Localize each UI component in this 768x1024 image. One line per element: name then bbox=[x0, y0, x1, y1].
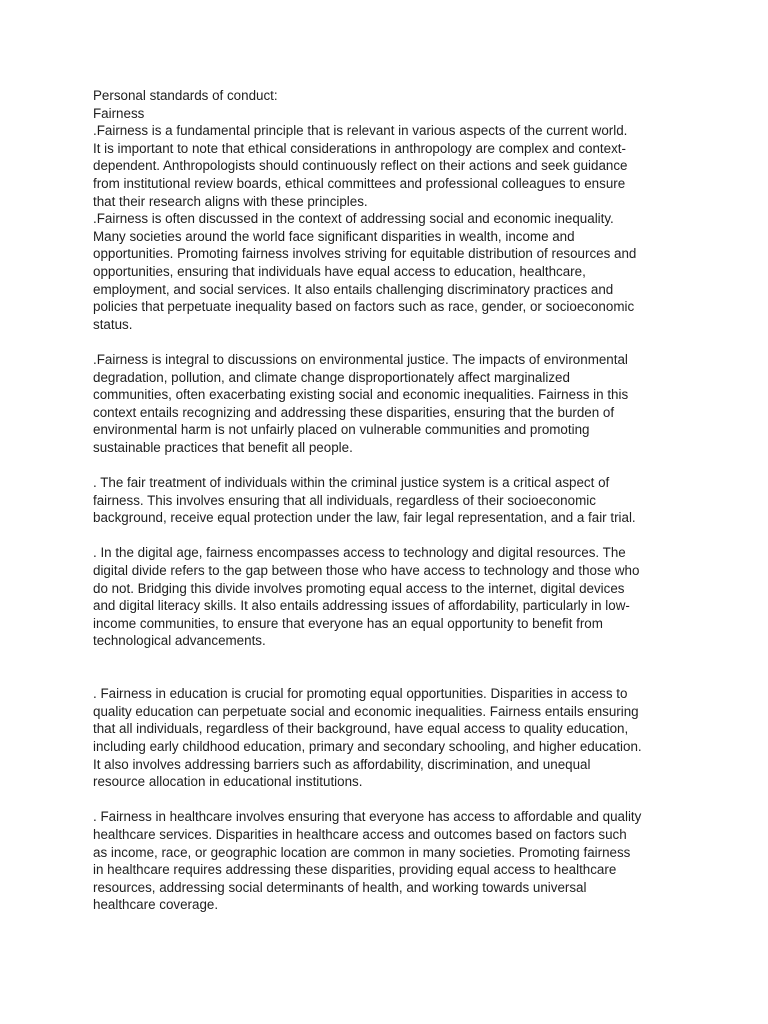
paragraph-line: in healthcare requires addressing these disparities, providing equal access to healthcare bbox=[93, 862, 617, 878]
paragraph-line: opportunities. Promoting fairness involves striving for equitable distribution of resources and bbox=[93, 246, 637, 262]
paragraph-line: as income, race, or geographic location are common in many societies. Promoting fairness bbox=[93, 844, 631, 860]
paragraph-line: dependent. Anthropologists should continuously reflect on their actions and seek guidance bbox=[93, 158, 628, 174]
paragraph-line: It is important to note that ethical considerations in anthropology are complex and context- bbox=[93, 140, 626, 156]
paragraph-spacer bbox=[93, 650, 683, 685]
paragraph-line: income communities, to ensure that everyone has an equal opportunity to benefit from bbox=[93, 615, 603, 631]
paragraph-line: resource allocation in educational institutions. bbox=[93, 774, 363, 790]
document-heading: Personal standards of conduct: bbox=[93, 88, 278, 103]
paragraph-line: that all individuals, regardless of their background, have equal access to quality education, bbox=[93, 721, 629, 737]
paragraph-line: quality education can perpetuate social and economic inequalities. Fairness entails ensuring bbox=[93, 703, 639, 719]
paragraph-line: context entails recognizing and addressing these disparities, ensuring that the burden of bbox=[93, 404, 615, 420]
paragraph-6 bbox=[93, 685, 683, 791]
paragraph-line: degradation, pollution, and climate change disproportionately affect marginalized bbox=[93, 369, 570, 385]
paragraph-line: technological advancements. bbox=[93, 633, 266, 649]
paragraph-line: .Fairness is integral to discussions on environmental justice. The impacts of environmental bbox=[93, 351, 628, 367]
paragraph-line: policies that perpetuate inequality based on factors such as race, gender, or socioeconomic bbox=[93, 299, 635, 315]
paragraph-4 bbox=[93, 474, 683, 527]
paragraph-line: employment, and social services. It also entails challenging discriminatory practices and bbox=[93, 281, 614, 297]
paragraph-line: fairness. This involves ensuring that all individuals, regardless of their socioeconomic bbox=[93, 492, 596, 508]
paragraph-line: that their research aligns with these principles. bbox=[93, 193, 368, 209]
paragraph-spacer bbox=[93, 333, 683, 351]
paragraph-line: including early childhood education, primary and secondary schooling, and higher education. bbox=[93, 738, 642, 754]
paragraph-line: do not. Bridging this divide involves promoting equal access to the internet, digital devices bbox=[93, 580, 625, 596]
paragraph-line: resources, addressing social determinants of health, and working towards universal bbox=[93, 879, 587, 895]
paragraph-line: .Fairness is often discussed in the context of addressing social and economic inequality. bbox=[93, 211, 614, 227]
paragraph-spacer bbox=[93, 456, 683, 474]
paragraph-line: It also involves addressing barriers such as affordability, discrimination, and unequal bbox=[93, 756, 591, 772]
paragraph-line: digital divide refers to the gap between those who have access to technology and those who bbox=[93, 563, 640, 579]
paragraph-1 bbox=[93, 122, 683, 210]
paragraph-line: .Fairness is a fundamental principle that is relevant in various aspects of the current world. bbox=[93, 123, 628, 139]
paragraph-7 bbox=[93, 808, 683, 914]
paragraph-line: . The fair treatment of individuals within the criminal justice system is a critical aspect of bbox=[93, 475, 610, 491]
document-body bbox=[93, 87, 683, 914]
paragraph-2 bbox=[93, 210, 683, 333]
paragraph-spacer bbox=[93, 527, 683, 545]
paragraph-line: . In the digital age, fairness encompasses access to technology and digital resources. The bbox=[93, 545, 626, 561]
paragraph-line: . Fairness in healthcare involves ensuring that everyone has access to affordable and quality bbox=[93, 809, 642, 825]
paragraph-line: from institutional review boards, ethical committees and professional colleagues to ensure bbox=[93, 175, 626, 191]
paragraph-line: status. bbox=[93, 316, 133, 332]
paragraph-line: healthcare coverage. bbox=[93, 897, 219, 913]
paragraph-spacer bbox=[93, 791, 683, 809]
paragraph-line: sustainable practices that benefit all people. bbox=[93, 439, 353, 455]
paragraph-line: communities, often exacerbating existing social and economic inequalities. Fairness in this bbox=[93, 387, 629, 403]
paragraph-line: Many societies around the world face significant disparities in wealth, income and bbox=[93, 228, 575, 244]
paragraph-3 bbox=[93, 351, 683, 457]
paragraph-line: . Fairness in education is crucial for promoting equal opportunities. Disparities in access to bbox=[93, 686, 628, 702]
paragraph-5 bbox=[93, 544, 683, 650]
paragraph-line: and digital literacy skills. It also entails addressing issues of affordability, particularly in low- bbox=[93, 598, 630, 614]
paragraph-line: opportunities, ensuring that individuals have equal access to education, healthcare, bbox=[93, 263, 586, 279]
paragraph-line: healthcare services. Disparities in healthcare access and outcomes based on factors such bbox=[93, 826, 627, 842]
document-subheading: Fairness bbox=[93, 105, 145, 121]
paragraph-line: background, receive equal protection under the law, fair legal representation, and a fair trial. bbox=[93, 510, 636, 526]
paragraph-line: environmental harm is not unfairly placed on vulnerable communities and promoting bbox=[93, 422, 590, 438]
